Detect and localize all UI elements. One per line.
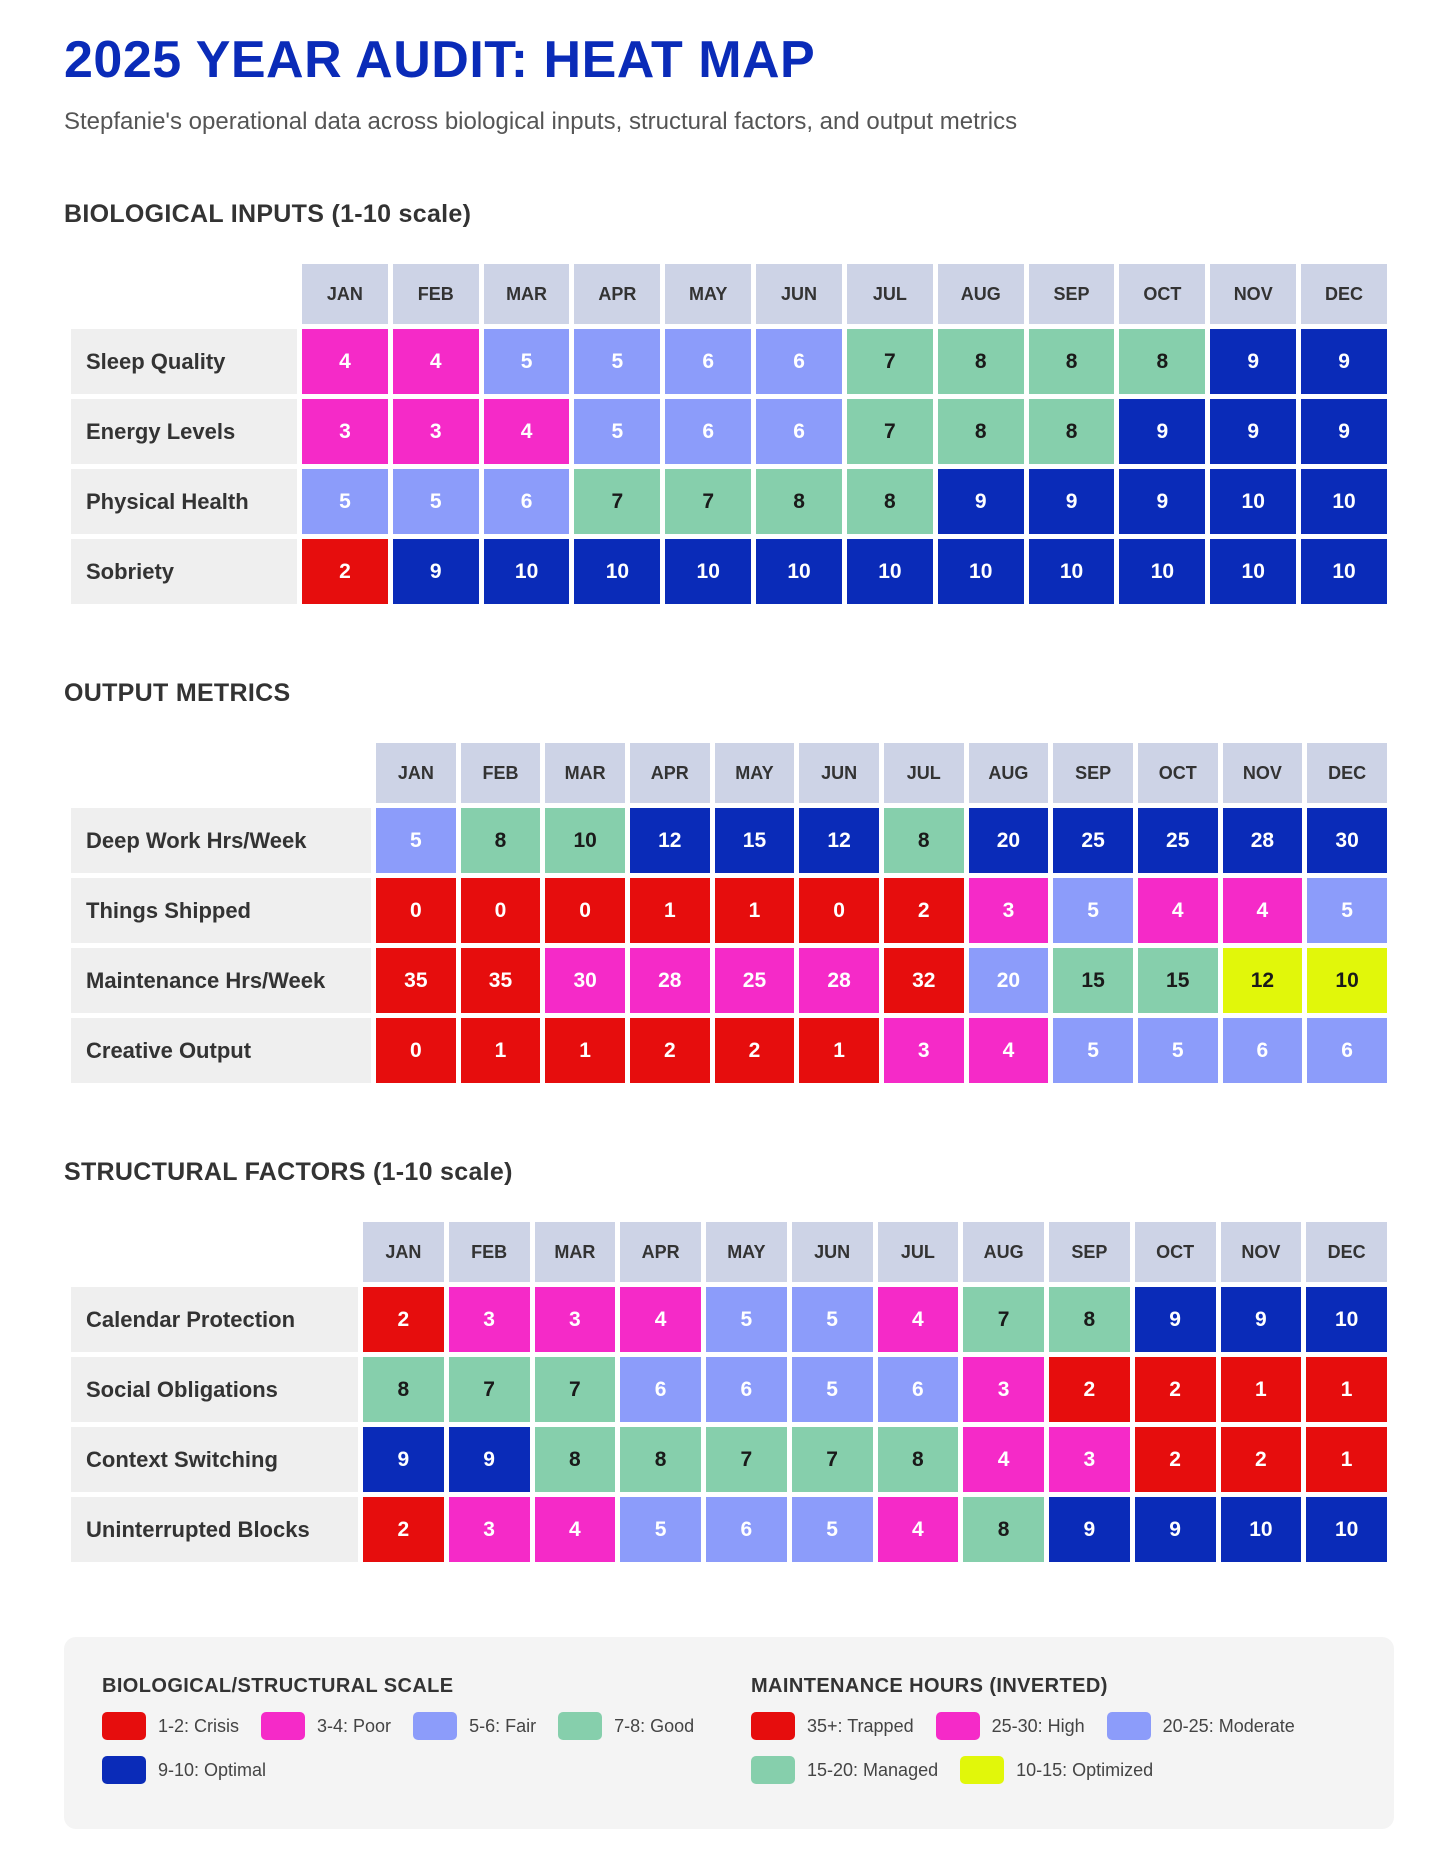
heatmap-cell: 1 xyxy=(715,878,795,943)
heatmap-cell: 3 xyxy=(884,1018,964,1083)
heatmap-cell: 2 xyxy=(884,878,964,943)
section-title-structural: STRUCTURAL FACTORS (1-10 scale) xyxy=(64,1158,513,1186)
page-subtitle: Stepfanie's operational data across biological inputs, structural factors, and output metrics xyxy=(64,108,1018,135)
heatmap-cell: 10 xyxy=(1210,539,1296,604)
legend-maintenance xyxy=(751,1675,1371,1784)
heatmap-cell: 10 xyxy=(574,539,660,604)
heatmap-cell: 3 xyxy=(963,1357,1044,1422)
heatmap-cell: 2 xyxy=(1135,1357,1216,1422)
heatmap-cell: 1 xyxy=(1306,1357,1387,1422)
month-header-jan: JAN xyxy=(376,743,456,803)
legend-item xyxy=(751,1712,914,1740)
month-header-may: MAY xyxy=(706,1222,787,1282)
row-label: Physical Health xyxy=(71,469,297,534)
heatmap-cell: 12 xyxy=(630,808,710,873)
legend-label: 10-15: Optimized xyxy=(1016,1759,1154,1780)
legend-swatch xyxy=(102,1712,146,1740)
heatmap-cell: 1 xyxy=(630,878,710,943)
month-header-apr: APR xyxy=(574,264,660,324)
heatmap-cell: 2 xyxy=(1135,1427,1216,1492)
heatmap-cell: 5 xyxy=(620,1497,701,1562)
legend-swatch xyxy=(558,1712,602,1740)
month-header-nov: NOV xyxy=(1223,743,1303,803)
heatmap-cell: 32 xyxy=(884,948,964,1013)
month-header-dec: DEC xyxy=(1301,264,1387,324)
heatmap-cell: 6 xyxy=(620,1357,701,1422)
heatmap-cell: 4 xyxy=(484,399,570,464)
heatmap-row xyxy=(71,329,1387,394)
legend-label: 3-4: Poor xyxy=(317,1715,392,1736)
heatmap-cell: 7 xyxy=(963,1287,1044,1352)
legend-title: BIOLOGICAL/STRUCTURAL SCALE xyxy=(102,1675,454,1697)
month-header-aug: AUG xyxy=(938,264,1024,324)
legend-label: 15-20: Managed xyxy=(807,1759,939,1780)
heatmap-cell: 8 xyxy=(884,808,964,873)
heatmap-cell: 3 xyxy=(393,399,479,464)
row-label: Sleep Quality xyxy=(71,329,297,394)
heatmap-cell: 3 xyxy=(302,399,388,464)
heatmap-cell: 6 xyxy=(665,399,751,464)
row-label: Creative Output xyxy=(71,1018,371,1083)
heatmap-cell: 9 xyxy=(1210,329,1296,394)
heatmap-cell: 7 xyxy=(792,1427,873,1492)
heatmap-cell: 6 xyxy=(665,329,751,394)
heatmap-cell: 10 xyxy=(1029,539,1115,604)
heatmap-cell: 9 xyxy=(1029,469,1115,534)
heatmap-structural-factors xyxy=(66,1217,1392,1567)
heatmap-cell: 25 xyxy=(1138,808,1218,873)
heatmap-cell: 20 xyxy=(969,948,1049,1013)
heatmap-cell: 10 xyxy=(756,539,842,604)
legend-item xyxy=(558,1712,694,1740)
heatmap-cell: 6 xyxy=(706,1497,787,1562)
month-header-feb: FEB xyxy=(393,264,479,324)
legend-items xyxy=(751,1712,1371,1784)
month-header-nov: NOV xyxy=(1221,1222,1302,1282)
heatmap-cell: 20 xyxy=(969,808,1049,873)
heatmap-cell: 5 xyxy=(574,329,660,394)
heatmap-cell: 6 xyxy=(878,1357,959,1422)
heatmap-cell: 25 xyxy=(1053,808,1133,873)
heatmap-row xyxy=(71,1497,1387,1562)
legend-swatch xyxy=(936,1712,980,1740)
heatmap-cell: 5 xyxy=(1053,1018,1133,1083)
legend-panel xyxy=(64,1637,1394,1829)
month-header-nov: NOV xyxy=(1210,264,1296,324)
heatmap-cell: 4 xyxy=(878,1497,959,1562)
heatmap-cell: 5 xyxy=(302,469,388,534)
heatmap-cell: 30 xyxy=(1307,808,1387,873)
month-header-jun: JUN xyxy=(756,264,842,324)
heatmap-cell: 5 xyxy=(706,1287,787,1352)
heatmap-cell: 8 xyxy=(363,1357,444,1422)
month-header-feb: FEB xyxy=(449,1222,530,1282)
heatmap-cell: 4 xyxy=(535,1497,616,1562)
month-header-apr: APR xyxy=(630,743,710,803)
heatmap-cell: 2 xyxy=(1049,1357,1130,1422)
heatmap-cell: 15 xyxy=(1138,948,1218,1013)
heatmap-cell: 0 xyxy=(376,878,456,943)
heatmap-cell: 3 xyxy=(969,878,1049,943)
legend-swatch xyxy=(413,1712,457,1740)
heatmap-cell: 6 xyxy=(484,469,570,534)
heatmap-cell: 9 xyxy=(1221,1287,1302,1352)
heatmap-cell: 10 xyxy=(1221,1497,1302,1562)
heatmap-cell: 35 xyxy=(461,948,541,1013)
heatmap-row xyxy=(71,948,1387,1013)
heatmap-cell: 12 xyxy=(1223,948,1303,1013)
heatmap-cell: 5 xyxy=(792,1497,873,1562)
heatmap-output-metrics xyxy=(66,738,1392,1088)
heatmap-cell: 12 xyxy=(799,808,879,873)
heatmap-cell: 9 xyxy=(363,1427,444,1492)
month-header-mar: MAR xyxy=(535,1222,616,1282)
legend-item xyxy=(102,1756,266,1784)
legend-item xyxy=(751,1756,938,1784)
legend-item xyxy=(102,1712,239,1740)
heatmap-cell: 25 xyxy=(715,948,795,1013)
row-label: Sobriety xyxy=(71,539,297,604)
row-label: Energy Levels xyxy=(71,399,297,464)
heatmap-cell: 5 xyxy=(1307,878,1387,943)
heatmap-row xyxy=(71,808,1387,873)
corner-cell xyxy=(71,743,371,803)
heatmap-cell: 10 xyxy=(545,808,625,873)
heatmap-cell: 10 xyxy=(1306,1497,1387,1562)
heatmap-cell: 8 xyxy=(1119,329,1205,394)
heatmap-cell: 4 xyxy=(302,329,388,394)
legend-item xyxy=(261,1712,391,1740)
heatmap-cell: 8 xyxy=(756,469,842,534)
heatmap-cell: 10 xyxy=(938,539,1024,604)
legend-item xyxy=(936,1712,1085,1740)
heatmap-cell: 6 xyxy=(756,399,842,464)
heatmap-cell: 28 xyxy=(630,948,710,1013)
heatmap-cell: 9 xyxy=(1301,399,1387,464)
heatmap-cell: 3 xyxy=(535,1287,616,1352)
heatmap-cell: 0 xyxy=(545,878,625,943)
legend-swatch xyxy=(751,1756,795,1784)
month-header-oct: OCT xyxy=(1138,743,1218,803)
heatmap-cell: 1 xyxy=(545,1018,625,1083)
month-header-may: MAY xyxy=(715,743,795,803)
row-label: Social Obligations xyxy=(71,1357,358,1422)
heatmap-cell: 1 xyxy=(799,1018,879,1083)
legend-item xyxy=(960,1756,1153,1784)
heatmap-cell: 10 xyxy=(1306,1287,1387,1352)
heatmap-row xyxy=(71,399,1387,464)
legend-label: 25-30: High xyxy=(991,1715,1085,1736)
legend-swatch xyxy=(261,1712,305,1740)
corner-cell xyxy=(71,1222,358,1282)
heatmap-cell: 5 xyxy=(792,1357,873,1422)
heatmap-cell: 4 xyxy=(878,1287,959,1352)
heatmap-row xyxy=(71,1018,1387,1083)
legend-swatch xyxy=(960,1756,1004,1784)
heatmap-cell: 3 xyxy=(449,1497,530,1562)
month-header-sep: SEP xyxy=(1053,743,1133,803)
heatmap-cell: 30 xyxy=(545,948,625,1013)
row-label: Things Shipped xyxy=(71,878,371,943)
heatmap-cell: 9 xyxy=(1119,469,1205,534)
legend-label: 35+: Trapped xyxy=(807,1715,914,1736)
heatmap-cell: 9 xyxy=(1119,399,1205,464)
month-header-jul: JUL xyxy=(847,264,933,324)
legend-label: 5-6: Fair xyxy=(469,1715,537,1736)
heatmap-cell: 8 xyxy=(938,399,1024,464)
month-header-mar: MAR xyxy=(484,264,570,324)
heatmap-cell: 0 xyxy=(376,1018,456,1083)
heatmap-cell: 2 xyxy=(630,1018,710,1083)
heatmap-cell: 5 xyxy=(376,808,456,873)
heatmap-cell: 7 xyxy=(847,329,933,394)
heatmap-cell: 8 xyxy=(535,1427,616,1492)
heatmap-cell: 15 xyxy=(715,808,795,873)
heatmap-cell: 7 xyxy=(535,1357,616,1422)
row-label: Maintenance Hrs/Week xyxy=(71,948,371,1013)
month-header-jun: JUN xyxy=(792,1222,873,1282)
heatmap-cell: 0 xyxy=(461,878,541,943)
heatmap-cell: 4 xyxy=(620,1287,701,1352)
legend-label: 1-2: Crisis xyxy=(158,1715,240,1736)
month-header-apr: APR xyxy=(620,1222,701,1282)
heatmap-cell: 9 xyxy=(1135,1497,1216,1562)
heatmap-row xyxy=(71,878,1387,943)
legend-item xyxy=(413,1712,536,1740)
heatmap-cell: 5 xyxy=(574,399,660,464)
heatmap-row xyxy=(71,469,1387,534)
heatmap-cell: 3 xyxy=(1049,1427,1130,1492)
heatmap-cell: 9 xyxy=(938,469,1024,534)
heatmap-row xyxy=(71,1357,1387,1422)
month-header-jan: JAN xyxy=(363,1222,444,1282)
heatmap-cell: 7 xyxy=(706,1427,787,1492)
legend-swatch xyxy=(102,1756,146,1784)
month-header-aug: AUG xyxy=(963,1222,1044,1282)
heatmap-cell: 9 xyxy=(1301,329,1387,394)
heatmap-cell: 3 xyxy=(449,1287,530,1352)
row-label: Deep Work Hrs/Week xyxy=(71,808,371,873)
heatmap-cell: 10 xyxy=(1301,539,1387,604)
heatmap-cell: 6 xyxy=(706,1357,787,1422)
heatmap-cell: 8 xyxy=(878,1427,959,1492)
heatmap-cell: 0 xyxy=(799,878,879,943)
heatmap-cell: 8 xyxy=(461,808,541,873)
month-header-sep: SEP xyxy=(1049,1222,1130,1282)
heatmap-cell: 8 xyxy=(1049,1287,1130,1352)
heatmap-cell: 8 xyxy=(1029,399,1115,464)
heatmap-cell: 2 xyxy=(715,1018,795,1083)
month-header-jul: JUL xyxy=(878,1222,959,1282)
heatmap-cell: 28 xyxy=(1223,808,1303,873)
heatmap-cell: 8 xyxy=(1029,329,1115,394)
heatmap-cell: 9 xyxy=(1210,399,1296,464)
heatmap-cell: 2 xyxy=(1221,1427,1302,1492)
legend-items xyxy=(102,1712,722,1784)
month-header-mar: MAR xyxy=(545,743,625,803)
section-title-output: OUTPUT METRICS xyxy=(64,679,291,707)
heatmap-cell: 9 xyxy=(393,539,479,604)
heatmap-row xyxy=(71,1427,1387,1492)
heatmap-cell: 9 xyxy=(449,1427,530,1492)
legend-biological-structural xyxy=(102,1675,722,1784)
heatmap-cell: 8 xyxy=(620,1427,701,1492)
row-label: Context Switching xyxy=(71,1427,358,1492)
month-header-may: MAY xyxy=(665,264,751,324)
heatmap-cell: 28 xyxy=(799,948,879,1013)
heatmap-cell: 5 xyxy=(1053,878,1133,943)
heatmap-cell: 10 xyxy=(665,539,751,604)
row-label: Uninterrupted Blocks xyxy=(71,1497,358,1562)
heatmap-cell: 7 xyxy=(574,469,660,534)
heatmap-cell: 10 xyxy=(1307,948,1387,1013)
month-header-jan: JAN xyxy=(302,264,388,324)
heatmap-cell: 5 xyxy=(792,1287,873,1352)
heatmap-cell: 6 xyxy=(1307,1018,1387,1083)
heatmap-cell: 4 xyxy=(393,329,479,394)
heatmap-cell: 10 xyxy=(1210,469,1296,534)
heatmap-cell: 2 xyxy=(363,1497,444,1562)
heatmap-cell: 10 xyxy=(484,539,570,604)
heatmap-cell: 7 xyxy=(847,399,933,464)
heatmap-cell: 8 xyxy=(938,329,1024,394)
heatmap-cell: 15 xyxy=(1053,948,1133,1013)
month-header-jun: JUN xyxy=(799,743,879,803)
heatmap-cell: 35 xyxy=(376,948,456,1013)
month-header-dec: DEC xyxy=(1306,1222,1387,1282)
heatmap-cell: 2 xyxy=(302,539,388,604)
month-header-jul: JUL xyxy=(884,743,964,803)
heatmap-cell: 1 xyxy=(461,1018,541,1083)
heatmap-cell: 10 xyxy=(847,539,933,604)
heatmap-cell: 6 xyxy=(1223,1018,1303,1083)
heatmap-cell: 10 xyxy=(1119,539,1205,604)
legend-swatch xyxy=(751,1712,795,1740)
legend-label: 7-8: Good xyxy=(614,1715,695,1736)
heatmap-biological-inputs xyxy=(66,259,1392,609)
heatmap-row xyxy=(71,1287,1387,1352)
month-header-aug: AUG xyxy=(969,743,1049,803)
heatmap-cell: 2 xyxy=(363,1287,444,1352)
heatmap-cell: 9 xyxy=(1135,1287,1216,1352)
legend-item xyxy=(1107,1712,1295,1740)
corner-cell xyxy=(71,264,297,324)
heatmap-cell: 7 xyxy=(665,469,751,534)
heatmap-cell: 7 xyxy=(449,1357,530,1422)
page-title: 2025 YEAR AUDIT: HEAT MAP xyxy=(64,31,816,89)
month-header-sep: SEP xyxy=(1029,264,1115,324)
legend-label: 9-10: Optimal xyxy=(158,1759,267,1780)
section-title-biological: BIOLOGICAL INPUTS (1-10 scale) xyxy=(64,200,472,228)
heatmap-cell: 8 xyxy=(963,1497,1044,1562)
heatmap-cell: 6 xyxy=(756,329,842,394)
heatmap-cell: 5 xyxy=(484,329,570,394)
heatmap-cell: 5 xyxy=(393,469,479,534)
month-header-oct: OCT xyxy=(1135,1222,1216,1282)
heatmap-cell: 10 xyxy=(1301,469,1387,534)
heatmap-cell: 4 xyxy=(969,1018,1049,1083)
heatmap-cell: 4 xyxy=(1223,878,1303,943)
heatmap-cell: 1 xyxy=(1221,1357,1302,1422)
month-header-oct: OCT xyxy=(1119,264,1205,324)
heatmap-cell: 8 xyxy=(847,469,933,534)
heatmap-cell: 9 xyxy=(1049,1497,1130,1562)
heatmap-row xyxy=(71,539,1387,604)
month-header-dec: DEC xyxy=(1307,743,1387,803)
legend-swatch xyxy=(1107,1712,1151,1740)
heatmap-cell: 4 xyxy=(963,1427,1044,1492)
heatmap-cell: 4 xyxy=(1138,878,1218,943)
heatmap-cell: 1 xyxy=(1306,1427,1387,1492)
row-label: Calendar Protection xyxy=(71,1287,358,1352)
legend-title: MAINTENANCE HOURS (INVERTED) xyxy=(751,1675,1108,1697)
legend-label: 20-25: Moderate xyxy=(1162,1715,1295,1736)
heatmap-cell: 5 xyxy=(1138,1018,1218,1083)
month-header-feb: FEB xyxy=(461,743,541,803)
